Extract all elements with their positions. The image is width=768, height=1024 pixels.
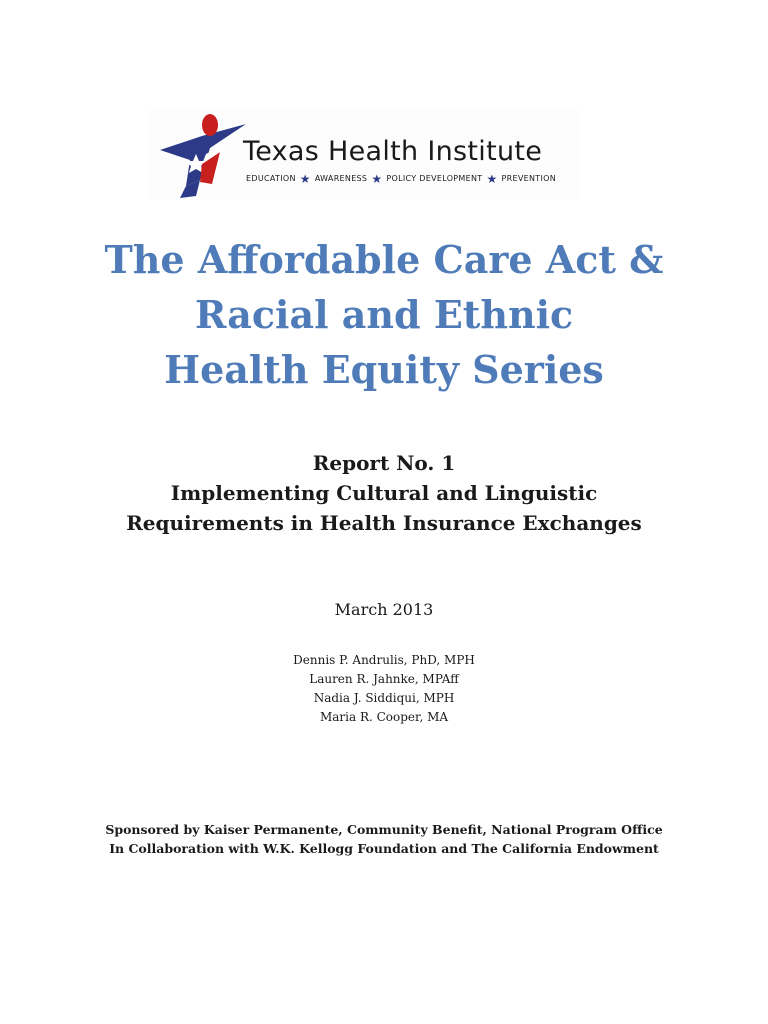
logo	[150, 108, 580, 200]
logo-name: Texas Health Institute	[243, 136, 543, 167]
publication-date: March 2013	[334, 600, 434, 619]
tagline-item: POLICY DEVELOPMENT	[386, 174, 483, 183]
title-line: The Affordable Care Act &	[104, 237, 664, 282]
tagline-item: PREVENTION	[501, 174, 556, 183]
report-number: Report No. 1	[312, 451, 456, 475]
star-icon: ★	[371, 171, 383, 186]
title-line: Health Equity Series	[164, 347, 604, 392]
report-subtitle-line: Implementing Cultural and Linguistic	[170, 481, 598, 505]
author: Dennis P. Andrulis, PhD, MPH	[293, 653, 475, 667]
author: Maria R. Cooper, MA	[319, 710, 449, 724]
author-list	[0, 651, 768, 727]
star-icon: ★	[299, 171, 311, 186]
report-heading	[0, 448, 768, 538]
sponsor-line: Sponsored by Kaiser Permanente, Community Benefit, National Program Office	[105, 822, 663, 837]
title-line: Racial and Ethnic	[194, 292, 574, 337]
page-title	[0, 232, 768, 397]
author: Lauren R. Jahnke, MPAff	[309, 672, 459, 686]
tagline-item: EDUCATION	[246, 174, 296, 183]
tagline-item: AWARENESS	[314, 174, 368, 183]
report-subtitle-line: Requirements in Health Insurance Exchanges	[126, 511, 642, 535]
logo-tagline	[246, 171, 556, 186]
author: Nadia J. Siddiqui, MPH	[313, 691, 455, 705]
texas-flag-person-icon	[150, 108, 250, 200]
sponsor-statement	[0, 820, 768, 858]
star-icon: ★	[486, 171, 498, 186]
sponsor-line: In Collaboration with W.K. Kellogg Foundation and The California Endowment	[109, 841, 659, 856]
